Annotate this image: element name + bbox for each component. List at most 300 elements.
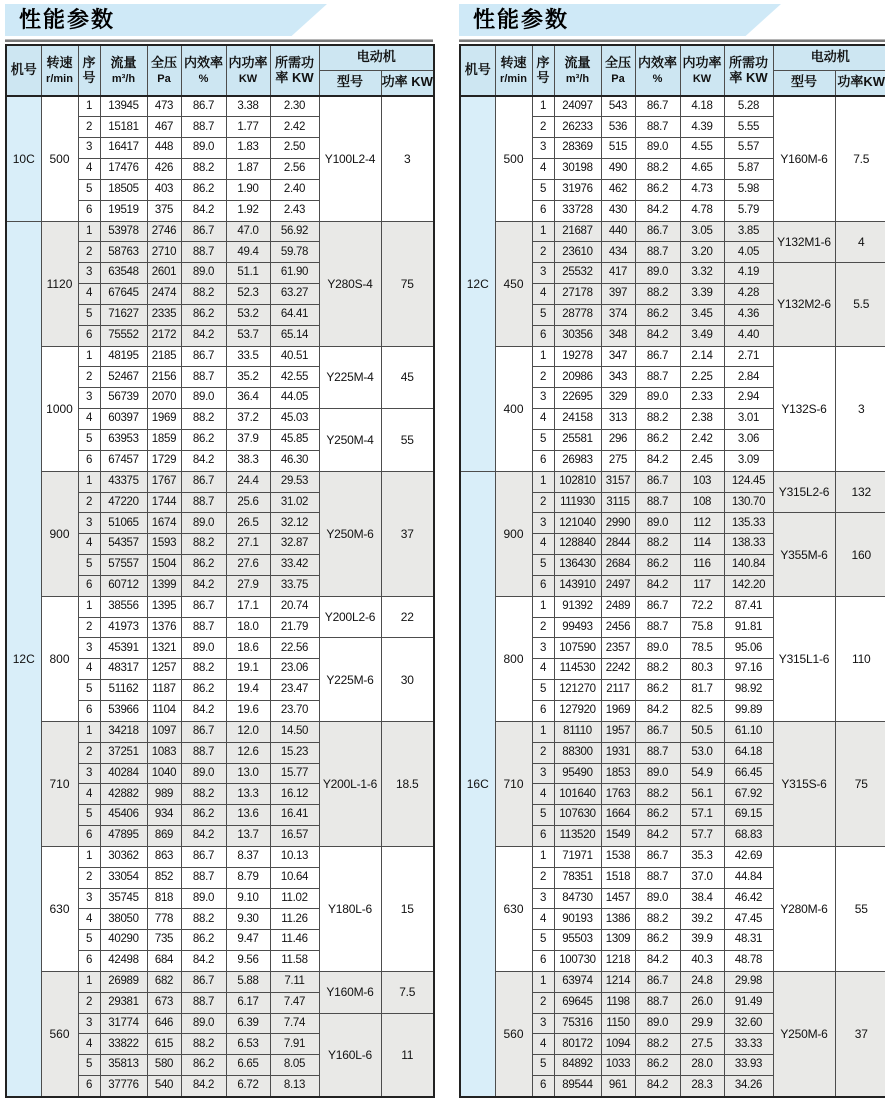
cell-efficiency: 89.0 bbox=[635, 1013, 680, 1034]
cell-seq: 5 bbox=[78, 680, 100, 701]
cell-internal-power: 78.5 bbox=[680, 638, 724, 659]
cell-seq: 1 bbox=[532, 471, 554, 492]
cell-internal-power: 27.9 bbox=[226, 575, 270, 596]
cell-seq: 4 bbox=[78, 659, 100, 680]
cell-efficiency: 88.7 bbox=[635, 867, 680, 888]
cell-seq: 1 bbox=[78, 221, 100, 242]
cell-internal-power: 19.6 bbox=[226, 700, 270, 721]
cell-pressure: 1767 bbox=[147, 471, 181, 492]
cell-flow: 41973 bbox=[100, 617, 147, 638]
cell-pressure: 397 bbox=[601, 284, 635, 305]
cell-seq: 4 bbox=[532, 159, 554, 180]
cell-efficiency: 84.2 bbox=[635, 1076, 680, 1097]
col-header-efficiency-label: 内效率 bbox=[183, 54, 223, 70]
cell-required-power: 5.55 bbox=[724, 117, 773, 138]
cell-flow: 95490 bbox=[554, 763, 601, 784]
cell-internal-power: 3.20 bbox=[680, 242, 724, 263]
cell-required-power: 7.11 bbox=[270, 971, 319, 992]
cell-efficiency: 86.7 bbox=[181, 96, 226, 117]
speed-value: 560 bbox=[41, 971, 78, 1096]
cell-seq: 2 bbox=[532, 242, 554, 263]
cell-pressure: 2156 bbox=[147, 367, 181, 388]
cell-seq: 3 bbox=[532, 388, 554, 409]
cell-pressure: 1549 bbox=[601, 826, 635, 847]
table-row bbox=[460, 846, 885, 867]
cell-required-power: 142.20 bbox=[724, 575, 773, 596]
cell-pressure: 543 bbox=[601, 96, 635, 117]
motor-power: 55 bbox=[381, 409, 434, 472]
cell-efficiency: 86.2 bbox=[181, 680, 226, 701]
machine-number: 10C bbox=[6, 96, 41, 221]
cell-seq: 5 bbox=[532, 680, 554, 701]
cell-efficiency: 88.2 bbox=[181, 1034, 226, 1055]
cell-efficiency: 88.2 bbox=[181, 159, 226, 180]
cell-seq: 1 bbox=[78, 596, 100, 617]
cell-efficiency: 86.7 bbox=[181, 846, 226, 867]
cell-required-power: 10.64 bbox=[270, 867, 319, 888]
motor-power: 3 bbox=[835, 346, 885, 471]
cell-required-power: 2.50 bbox=[270, 138, 319, 159]
motor-power: 45 bbox=[381, 346, 434, 409]
cell-flow: 15181 bbox=[100, 117, 147, 138]
cell-internal-power: 54.9 bbox=[680, 763, 724, 784]
col-header-internal-power-unit: KW bbox=[692, 72, 712, 85]
cell-internal-power: 35.2 bbox=[226, 367, 270, 388]
cell-pressure: 430 bbox=[601, 200, 635, 221]
cell-flow: 27178 bbox=[554, 284, 601, 305]
motor-power: 7.5 bbox=[835, 96, 885, 221]
cell-pressure: 2474 bbox=[147, 284, 181, 305]
speed-value: 500 bbox=[41, 96, 78, 221]
cell-efficiency: 84.2 bbox=[635, 575, 680, 596]
cell-seq: 4 bbox=[78, 784, 100, 805]
cell-efficiency: 88.2 bbox=[181, 784, 226, 805]
col-header-flow-label: 流量 bbox=[564, 54, 591, 70]
cell-flow: 107630 bbox=[554, 805, 601, 826]
cell-internal-power: 2.33 bbox=[680, 388, 724, 409]
cell-required-power: 10.13 bbox=[270, 846, 319, 867]
cell-efficiency: 88.7 bbox=[635, 367, 680, 388]
cell-efficiency: 89.0 bbox=[635, 388, 680, 409]
cell-flow: 90193 bbox=[554, 909, 601, 930]
cell-required-power: 4.05 bbox=[724, 242, 773, 263]
cell-flow: 75552 bbox=[100, 325, 147, 346]
cell-seq: 6 bbox=[78, 951, 100, 972]
cell-pressure: 961 bbox=[601, 1076, 635, 1097]
cell-internal-power: 52.3 bbox=[226, 284, 270, 305]
cell-pressure: 403 bbox=[147, 179, 181, 200]
cell-efficiency: 86.2 bbox=[181, 430, 226, 451]
cell-seq: 5 bbox=[532, 555, 554, 576]
cell-seq: 6 bbox=[78, 700, 100, 721]
col-header-seq-l2: 号 bbox=[82, 69, 96, 85]
cell-pressure: 934 bbox=[147, 805, 181, 826]
cell-required-power: 5.87 bbox=[724, 159, 773, 180]
cell-pressure: 852 bbox=[147, 867, 181, 888]
motor-power: 160 bbox=[835, 513, 885, 596]
table-row bbox=[6, 596, 434, 617]
cell-flow: 20986 bbox=[554, 367, 601, 388]
cell-internal-power: 72.2 bbox=[680, 596, 724, 617]
cell-seq: 6 bbox=[78, 450, 100, 471]
speed-value: 500 bbox=[495, 96, 532, 221]
cell-required-power: 135.33 bbox=[724, 513, 773, 534]
cell-seq: 5 bbox=[532, 179, 554, 200]
cell-required-power: 68.83 bbox=[724, 826, 773, 847]
motor-model: Y100L2-4 bbox=[319, 96, 381, 221]
cell-flow: 13945 bbox=[100, 96, 147, 117]
cell-flow: 47895 bbox=[100, 826, 147, 847]
cell-seq: 5 bbox=[78, 304, 100, 325]
motor-model: Y280S-4 bbox=[319, 221, 381, 346]
cell-internal-power: 3.05 bbox=[680, 221, 724, 242]
cell-flow: 47220 bbox=[100, 492, 147, 513]
cell-internal-power: 39.2 bbox=[680, 909, 724, 930]
table-row bbox=[6, 721, 434, 742]
cell-required-power: 21.79 bbox=[270, 617, 319, 638]
col-header-motor-power: 功率KW bbox=[835, 70, 885, 96]
cell-flow: 51065 bbox=[100, 513, 147, 534]
cell-seq: 6 bbox=[78, 826, 100, 847]
table-row bbox=[460, 471, 885, 492]
table-row bbox=[6, 971, 434, 992]
cell-pressure: 2684 bbox=[601, 555, 635, 576]
cell-required-power: 5.79 bbox=[724, 200, 773, 221]
cell-internal-power: 29.9 bbox=[680, 1013, 724, 1034]
cell-efficiency: 89.0 bbox=[635, 638, 680, 659]
cell-efficiency: 86.7 bbox=[181, 221, 226, 242]
col-header-efficiency bbox=[181, 45, 226, 96]
cell-pressure: 1376 bbox=[147, 617, 181, 638]
cell-efficiency: 89.0 bbox=[181, 263, 226, 284]
cell-flow: 53966 bbox=[100, 700, 147, 721]
cell-efficiency: 86.2 bbox=[635, 179, 680, 200]
cell-seq: 2 bbox=[78, 367, 100, 388]
cell-efficiency: 86.7 bbox=[635, 346, 680, 367]
cell-required-power: 42.55 bbox=[270, 367, 319, 388]
cell-pressure: 1033 bbox=[601, 1055, 635, 1076]
cell-pressure: 1218 bbox=[601, 951, 635, 972]
cell-pressure: 735 bbox=[147, 930, 181, 951]
cell-efficiency: 86.7 bbox=[635, 96, 680, 117]
cell-seq: 2 bbox=[78, 617, 100, 638]
cell-required-power: 11.02 bbox=[270, 888, 319, 909]
cell-internal-power: 4.55 bbox=[680, 138, 724, 159]
cell-pressure: 1309 bbox=[601, 930, 635, 951]
cell-seq: 5 bbox=[532, 930, 554, 951]
cell-pressure: 1504 bbox=[147, 555, 181, 576]
motor-model: Y132S-6 bbox=[773, 346, 835, 471]
cell-internal-power: 37.9 bbox=[226, 430, 270, 451]
cell-internal-power: 1.92 bbox=[226, 200, 270, 221]
cell-internal-power: 13.3 bbox=[226, 784, 270, 805]
table-row bbox=[460, 96, 885, 117]
motor-model: Y315L2-6 bbox=[773, 471, 835, 513]
cell-seq: 5 bbox=[78, 430, 100, 451]
cell-required-power: 98.92 bbox=[724, 680, 773, 701]
cell-pressure: 1729 bbox=[147, 450, 181, 471]
cell-flow: 107590 bbox=[554, 638, 601, 659]
cell-seq: 5 bbox=[78, 1055, 100, 1076]
cell-flow: 121270 bbox=[554, 680, 601, 701]
cell-seq: 3 bbox=[532, 888, 554, 909]
cell-efficiency: 88.2 bbox=[635, 784, 680, 805]
speed-value: 710 bbox=[495, 721, 532, 846]
col-header-internal-power-unit: KW bbox=[238, 72, 258, 85]
cell-required-power: 11.26 bbox=[270, 909, 319, 930]
cell-required-power: 61.10 bbox=[724, 721, 773, 742]
speed-value: 800 bbox=[41, 596, 78, 721]
cell-flow: 17476 bbox=[100, 159, 147, 180]
cell-seq: 4 bbox=[532, 659, 554, 680]
col-header-flow-label: 流量 bbox=[110, 54, 137, 70]
cell-internal-power: 13.0 bbox=[226, 763, 270, 784]
cell-pressure: 275 bbox=[601, 450, 635, 471]
cell-required-power: 4.40 bbox=[724, 325, 773, 346]
cell-efficiency: 88.7 bbox=[635, 617, 680, 638]
cell-flow: 114530 bbox=[554, 659, 601, 680]
motor-model: Y160L-6 bbox=[319, 1013, 381, 1096]
cell-required-power: 130.70 bbox=[724, 492, 773, 513]
col-header-internal-power bbox=[226, 45, 270, 96]
cell-internal-power: 4.73 bbox=[680, 179, 724, 200]
cell-efficiency: 88.7 bbox=[181, 992, 226, 1013]
cell-pressure: 374 bbox=[601, 304, 635, 325]
cell-required-power: 32.12 bbox=[270, 513, 319, 534]
cell-efficiency: 88.2 bbox=[181, 284, 226, 305]
cell-flow: 63974 bbox=[554, 971, 601, 992]
cell-flow: 37251 bbox=[100, 742, 147, 763]
machine-number: 12C bbox=[460, 96, 495, 471]
cell-flow: 35813 bbox=[100, 1055, 147, 1076]
motor-power: 75 bbox=[835, 721, 885, 846]
cell-flow: 28369 bbox=[554, 138, 601, 159]
cell-efficiency: 84.2 bbox=[635, 200, 680, 221]
cell-efficiency: 88.7 bbox=[635, 992, 680, 1013]
col-header-speed bbox=[41, 45, 78, 96]
cell-seq: 3 bbox=[532, 638, 554, 659]
col-header-pressure-unit: Pa bbox=[611, 72, 625, 85]
cell-flow: 128840 bbox=[554, 534, 601, 555]
cell-pressure: 2456 bbox=[601, 617, 635, 638]
cell-seq: 2 bbox=[532, 742, 554, 763]
motor-model: Y132M1-6 bbox=[773, 221, 835, 263]
speed-value: 800 bbox=[495, 596, 532, 721]
cell-flow: 28778 bbox=[554, 304, 601, 325]
cell-internal-power: 53.7 bbox=[226, 325, 270, 346]
cell-pressure: 615 bbox=[147, 1034, 181, 1055]
col-header-required-power bbox=[270, 45, 319, 96]
performance-table-right bbox=[459, 44, 885, 1098]
cell-internal-power: 9.10 bbox=[226, 888, 270, 909]
cell-required-power: 5.28 bbox=[724, 96, 773, 117]
cell-flow: 63548 bbox=[100, 263, 147, 284]
cell-pressure: 778 bbox=[147, 909, 181, 930]
table-row bbox=[6, 221, 434, 242]
cell-pressure: 1744 bbox=[147, 492, 181, 513]
cell-internal-power: 51.1 bbox=[226, 263, 270, 284]
cell-seq: 4 bbox=[532, 1034, 554, 1055]
cell-seq: 4 bbox=[78, 1034, 100, 1055]
cell-seq: 3 bbox=[532, 763, 554, 784]
cell-internal-power: 12.6 bbox=[226, 742, 270, 763]
cell-seq: 4 bbox=[532, 284, 554, 305]
col-header-seq-l1: 序 bbox=[536, 54, 550, 70]
table-row bbox=[460, 721, 885, 742]
cell-internal-power: 6.39 bbox=[226, 1013, 270, 1034]
title-rule-right bbox=[459, 39, 885, 42]
cell-pressure: 580 bbox=[147, 1055, 181, 1076]
cell-flow: 91392 bbox=[554, 596, 601, 617]
cell-efficiency: 86.7 bbox=[181, 596, 226, 617]
cell-efficiency: 88.7 bbox=[181, 117, 226, 138]
cell-internal-power: 6.72 bbox=[226, 1076, 270, 1097]
machine-number: 16C bbox=[460, 471, 495, 1096]
cell-internal-power: 81.7 bbox=[680, 680, 724, 701]
cell-efficiency: 86.7 bbox=[635, 721, 680, 742]
col-header-seq bbox=[532, 45, 554, 96]
cell-seq: 2 bbox=[78, 242, 100, 263]
cell-seq: 5 bbox=[532, 805, 554, 826]
motor-power: 110 bbox=[835, 596, 885, 721]
cell-internal-power: 26.0 bbox=[680, 992, 724, 1013]
cell-flow: 30198 bbox=[554, 159, 601, 180]
cell-required-power: 42.69 bbox=[724, 846, 773, 867]
col-header-pressure-label: 全压 bbox=[150, 54, 177, 70]
cell-efficiency: 89.0 bbox=[635, 888, 680, 909]
cell-required-power: 48.31 bbox=[724, 930, 773, 951]
cell-pressure: 3115 bbox=[601, 492, 635, 513]
cell-seq: 6 bbox=[532, 575, 554, 596]
cell-flow: 63953 bbox=[100, 430, 147, 451]
table-row bbox=[6, 346, 434, 367]
col-header-speed-unit: r/min bbox=[500, 72, 527, 85]
cell-pressure: 646 bbox=[147, 1013, 181, 1034]
cell-required-power: 32.60 bbox=[724, 1013, 773, 1034]
cell-flow: 23610 bbox=[554, 242, 601, 263]
cell-pressure: 818 bbox=[147, 888, 181, 909]
cell-required-power: 66.45 bbox=[724, 763, 773, 784]
cell-internal-power: 9.56 bbox=[226, 951, 270, 972]
cell-required-power: 138.33 bbox=[724, 534, 773, 555]
motor-model: Y225M-4 bbox=[319, 346, 381, 409]
cell-flow: 80172 bbox=[554, 1034, 601, 1055]
cell-efficiency: 86.2 bbox=[181, 930, 226, 951]
cell-seq: 4 bbox=[78, 409, 100, 430]
cell-pressure: 434 bbox=[601, 242, 635, 263]
cell-pressure: 1395 bbox=[147, 596, 181, 617]
cell-flow: 38556 bbox=[100, 596, 147, 617]
cell-flow: 34218 bbox=[100, 721, 147, 742]
cell-pressure: 2710 bbox=[147, 242, 181, 263]
cell-pressure: 1763 bbox=[601, 784, 635, 805]
cell-pressure: 1321 bbox=[147, 638, 181, 659]
cell-pressure: 1094 bbox=[601, 1034, 635, 1055]
cell-flow: 81110 bbox=[554, 721, 601, 742]
col-header-motor: 电动机 bbox=[319, 45, 434, 70]
cell-internal-power: 4.18 bbox=[680, 96, 724, 117]
motor-power: 37 bbox=[835, 971, 885, 1096]
cell-efficiency: 88.2 bbox=[635, 534, 680, 555]
cell-pressure: 1097 bbox=[147, 721, 181, 742]
cell-seq: 3 bbox=[78, 138, 100, 159]
cell-flow: 56739 bbox=[100, 388, 147, 409]
cell-pressure: 863 bbox=[147, 846, 181, 867]
cell-required-power: 8.13 bbox=[270, 1076, 319, 1097]
cell-pressure: 1104 bbox=[147, 700, 181, 721]
cell-efficiency: 88.7 bbox=[635, 117, 680, 138]
cell-seq: 2 bbox=[78, 992, 100, 1013]
cell-pressure: 869 bbox=[147, 826, 181, 847]
cell-flow: 31976 bbox=[554, 179, 601, 200]
cell-seq: 6 bbox=[78, 1076, 100, 1097]
cell-internal-power: 1.90 bbox=[226, 179, 270, 200]
cell-seq: 3 bbox=[532, 1013, 554, 1034]
col-header-speed-unit: r/min bbox=[46, 72, 73, 85]
motor-model: Y180L-6 bbox=[319, 846, 381, 971]
cell-pressure: 313 bbox=[601, 409, 635, 430]
table-row bbox=[460, 971, 885, 992]
cell-pressure: 2844 bbox=[601, 534, 635, 555]
cell-flow: 71971 bbox=[554, 846, 601, 867]
cell-required-power: 29.53 bbox=[270, 471, 319, 492]
cell-seq: 6 bbox=[532, 826, 554, 847]
motor-model: Y225M-6 bbox=[319, 638, 381, 721]
cell-seq: 2 bbox=[532, 367, 554, 388]
cell-pressure: 1386 bbox=[601, 909, 635, 930]
cell-efficiency: 89.0 bbox=[181, 388, 226, 409]
cell-efficiency: 84.2 bbox=[181, 951, 226, 972]
cell-efficiency: 89.0 bbox=[181, 638, 226, 659]
cell-required-power: 4.28 bbox=[724, 284, 773, 305]
cell-required-power: 5.57 bbox=[724, 138, 773, 159]
cell-internal-power: 56.1 bbox=[680, 784, 724, 805]
cell-internal-power: 4.65 bbox=[680, 159, 724, 180]
cell-flow: 111930 bbox=[554, 492, 601, 513]
cell-internal-power: 49.4 bbox=[226, 242, 270, 263]
cell-efficiency: 84.2 bbox=[181, 200, 226, 221]
cell-flow: 127920 bbox=[554, 700, 601, 721]
cell-seq: 1 bbox=[532, 721, 554, 742]
cell-pressure: 1593 bbox=[147, 534, 181, 555]
cell-internal-power: 103 bbox=[680, 471, 724, 492]
cell-internal-power: 75.8 bbox=[680, 617, 724, 638]
cell-pressure: 329 bbox=[601, 388, 635, 409]
cell-efficiency: 86.2 bbox=[635, 304, 680, 325]
cell-efficiency: 86.7 bbox=[181, 346, 226, 367]
speed-value: 900 bbox=[495, 471, 532, 596]
cell-efficiency: 88.7 bbox=[181, 867, 226, 888]
cell-required-power: 16.12 bbox=[270, 784, 319, 805]
speed-value: 1120 bbox=[41, 221, 78, 346]
cell-required-power: 20.74 bbox=[270, 596, 319, 617]
cell-pressure: 2601 bbox=[147, 263, 181, 284]
cell-required-power: 2.42 bbox=[270, 117, 319, 138]
cell-flow: 95503 bbox=[554, 930, 601, 951]
cell-internal-power: 9.47 bbox=[226, 930, 270, 951]
cell-seq: 6 bbox=[532, 1076, 554, 1097]
cell-internal-power: 18.6 bbox=[226, 638, 270, 659]
page-title-right: 性能参数 bbox=[473, 7, 570, 32]
cell-flow: 38050 bbox=[100, 909, 147, 930]
cell-required-power: 67.92 bbox=[724, 784, 773, 805]
motor-model: Y250M-4 bbox=[319, 409, 381, 472]
cell-efficiency: 88.2 bbox=[635, 284, 680, 305]
cell-internal-power: 19.1 bbox=[226, 659, 270, 680]
cell-required-power: 8.05 bbox=[270, 1055, 319, 1076]
cell-seq: 3 bbox=[78, 513, 100, 534]
table-body-left bbox=[6, 96, 434, 1097]
